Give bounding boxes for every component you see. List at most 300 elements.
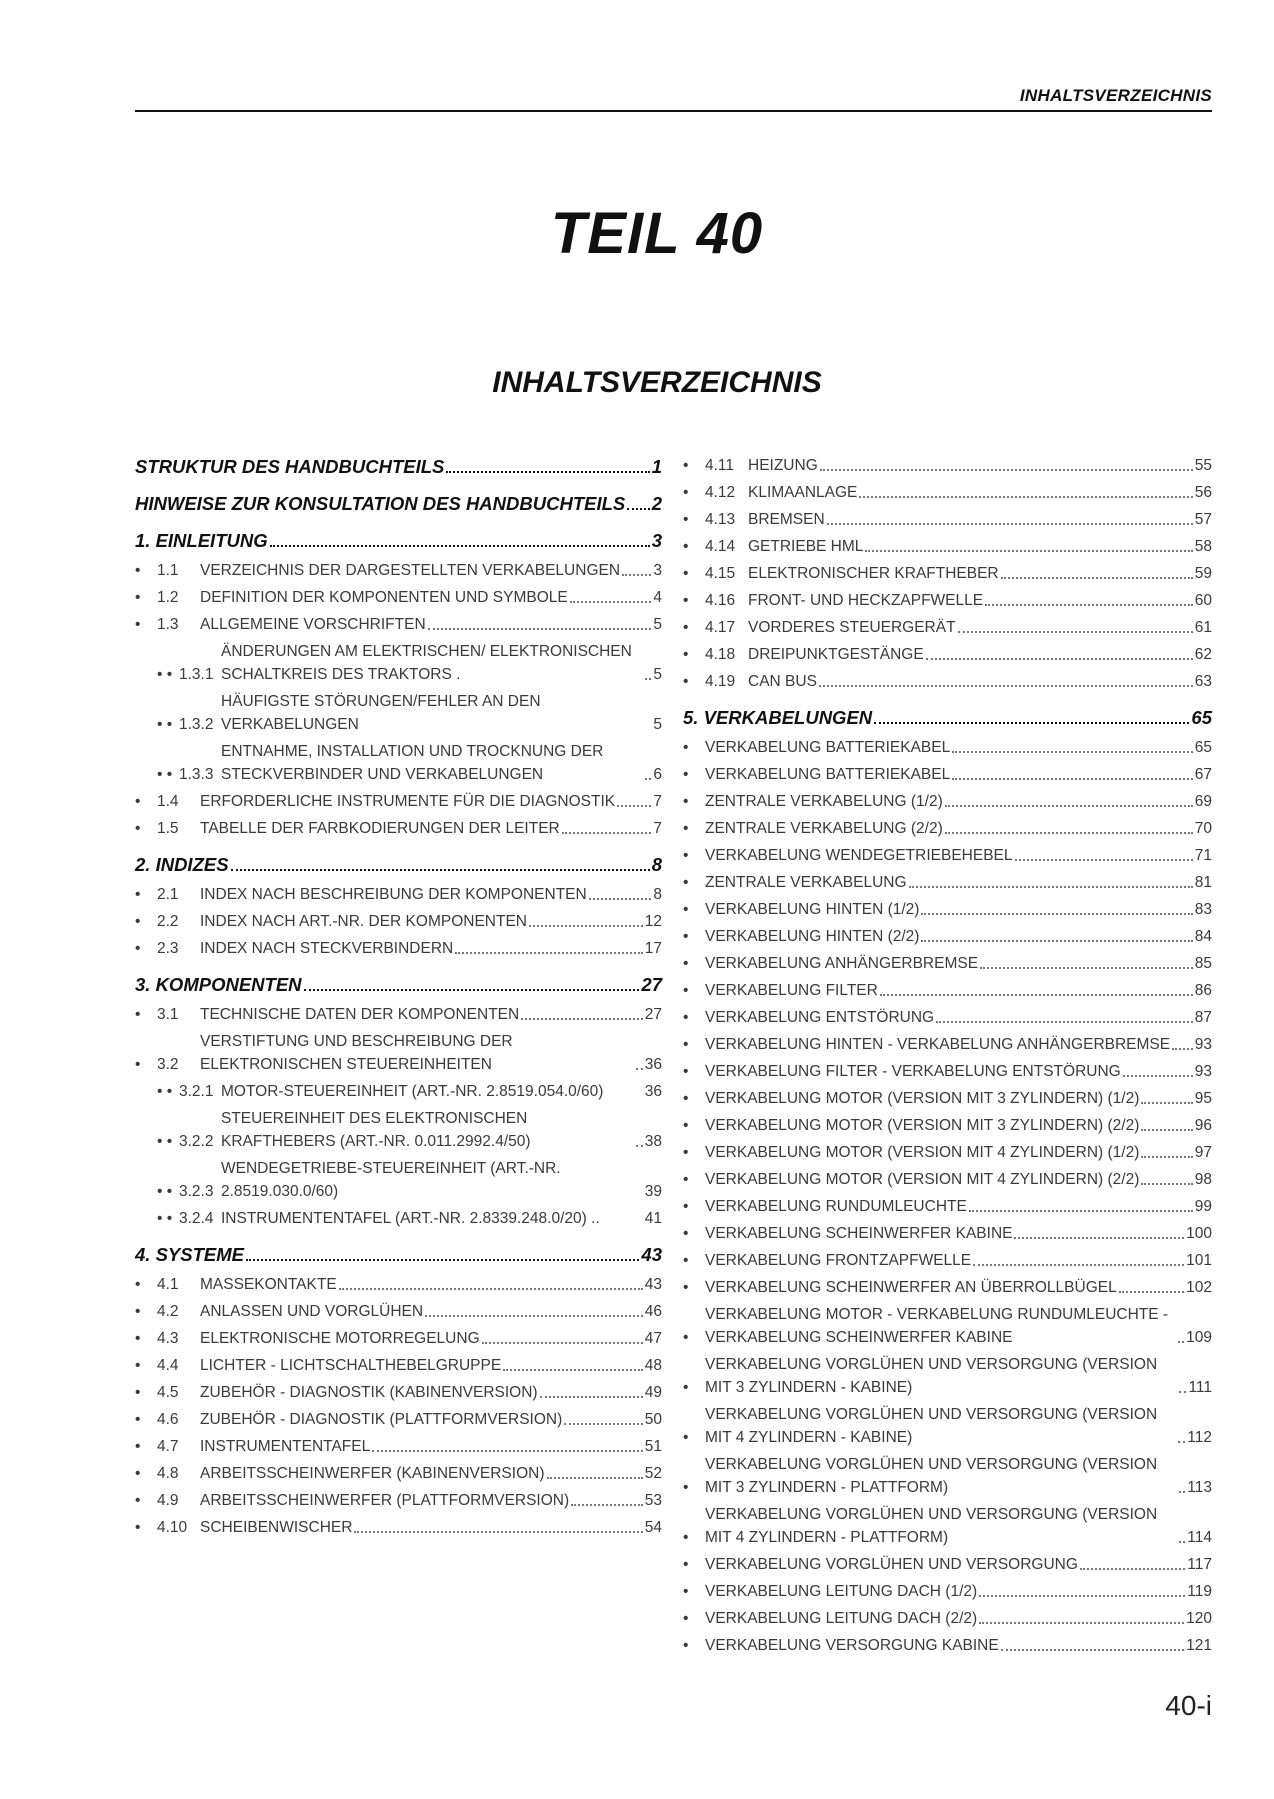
toc-entry[interactable] (135, 883, 662, 906)
toc-entry-title: VERKABELUNG LEITUNG DACH (1/2) (705, 1583, 978, 1600)
toc-entry[interactable] (135, 910, 662, 933)
toc-entry-page: 71 (1194, 847, 1212, 864)
toc-entry-page: 57 (1194, 511, 1212, 528)
bullet-icon: • (135, 562, 141, 579)
dot-leader (945, 805, 1193, 807)
toc-entry-title: INDEX NACH ART.-NR. DER KOMPONENTEN (200, 913, 527, 930)
toc-entry-title: MOTOR-STEUEREINHEIT (ART.-NR. 2.8519.054.0/60) (221, 1083, 604, 1100)
toc-entry[interactable] (683, 1503, 1212, 1549)
dot-leader (617, 805, 651, 807)
bullet-icon: • (135, 886, 141, 903)
toc-entry[interactable] (683, 871, 1212, 894)
toc-entry-page: 69 (1194, 793, 1212, 810)
toc-entry-title: VERKABELUNG HINTEN (2/2) (705, 928, 920, 945)
toc-entry-number: 1.3.3 (179, 766, 214, 783)
dot-leader (1141, 1156, 1192, 1158)
toc-entry-title: ELEKTRONISCHER KRAFTHEBER (748, 565, 999, 582)
bullet-icon: • (683, 592, 689, 609)
bullet-icon: • (683, 1252, 689, 1269)
toc-entry-title: 5. VERKABELUNGEN (683, 707, 873, 728)
toc-entry-page: 63 (1194, 673, 1212, 690)
dot-leader (540, 1396, 643, 1398)
bullet-icon: • (683, 565, 689, 582)
toc-entry-title: ARBEITSSCHEINWERFER (PLATTFORMVERSION) (200, 1492, 570, 1509)
toc-entry-title: VERSTIFTUNG UND BESCHREIBUNG DER ELEKTRONISCHEN STEUEREINHEITEN (200, 1033, 513, 1073)
bullet-icon: • (683, 511, 689, 528)
dot-leader (1178, 1341, 1184, 1343)
bullet-icon: • (683, 673, 689, 690)
toc-entry-page: 50 (644, 1411, 662, 1428)
toc-entry-title: ERFORDERLICHE INSTRUMENTE FÜR DIE DIAGNOSTIK (200, 793, 616, 810)
dot-leader (819, 685, 1193, 687)
toc-entry-title: VERKABELUNG MOTOR (VERSION MIT 3 ZYLINDERN) (2/2) (705, 1117, 1140, 1134)
toc-entry-number: 4.10 (157, 1519, 188, 1536)
toc-entry-page: 43 (641, 1244, 662, 1265)
dot-leader (446, 471, 649, 473)
toc-entry[interactable] (683, 1580, 1212, 1603)
toc-entry-number: 4.8 (157, 1465, 179, 1482)
bullet-icon: • (135, 1438, 141, 1455)
bullet-icon: • (135, 1303, 141, 1320)
toc-entry-page: 67 (1194, 766, 1212, 783)
toc-entry-number: 3.2.3 (179, 1183, 214, 1200)
toc-entry[interactable] (683, 1353, 1212, 1399)
toc-entry-title: ZENTRALE VERKABELUNG (2/2) (705, 820, 943, 837)
bullet-icon: • (135, 913, 141, 930)
toc-entry-number: 4.14 (705, 538, 736, 555)
dot-leader (1141, 1102, 1192, 1104)
dot-leader (636, 1068, 643, 1070)
toc-section-heading[interactable] (135, 852, 662, 877)
toc-entry-number: 1.3.2 (179, 716, 214, 733)
toc-entry-title: 1. EINLEITUNG (135, 530, 268, 551)
toc-entry[interactable] (683, 1607, 1212, 1630)
toc-entry-page: 2 (651, 493, 662, 514)
toc-entry-number: 4.12 (705, 484, 736, 501)
bullet-icon: • (135, 616, 141, 633)
toc-entry-title: VERKABELUNG WENDEGETRIEBEHEBEL (705, 847, 1013, 864)
toc-entry-number: 1.2 (157, 589, 179, 606)
toc-entry[interactable] (135, 1003, 662, 1026)
dot-leader (1123, 1075, 1193, 1077)
toc-entry[interactable] (135, 586, 662, 609)
bullet-icon: • (683, 901, 689, 918)
dot-leader (636, 1145, 643, 1147)
toc-entry-page: 120 (1186, 1610, 1212, 1627)
dot-leader (1141, 1183, 1192, 1185)
bullet-icon: • (683, 766, 689, 783)
dot-leader (973, 1264, 1184, 1266)
toc-entry-number: 1.3.1 (179, 666, 214, 683)
toc-entry-page: 5 (653, 616, 662, 633)
toc-entry[interactable] (135, 1107, 662, 1153)
toc-entry-title: STEUEREINHEIT DES ELEKTRONISCHEN KRAFTHEBERS (ART.-NR. 0.011.2992.4/50) (221, 1110, 531, 1150)
toc-entry[interactable] (135, 1354, 662, 1377)
bullet-icon: • (135, 1465, 141, 1482)
dot-leader (1015, 859, 1193, 861)
toc-entry-title: ANLASSEN UND VORGLÜHEN (200, 1303, 424, 1320)
toc-entry-title: VERKABELUNG MOTOR (VERSION MIT 4 ZYLINDERN) (1/2) (705, 1144, 1140, 1161)
toc-entry-number: 4.2 (157, 1303, 179, 1320)
toc-entry-page: 48 (644, 1357, 662, 1374)
toc-entry-title: VERKABELUNG SCHEINWERFER KABINE (705, 1225, 1013, 1242)
toc-entry-title: INDEX NACH STECKVERBINDERN (200, 940, 454, 957)
toc-entry[interactable] (683, 1553, 1212, 1576)
toc-entry-number: 4.17 (705, 619, 736, 636)
toc-entry-page: 93 (1194, 1063, 1212, 1080)
toc-entry-page: 87 (1194, 1009, 1212, 1026)
toc-entry[interactable] (683, 1033, 1212, 1056)
toc-entry-title: VERKABELUNG MOTOR (VERSION MIT 4 ZYLINDERN) (2/2) (705, 1171, 1140, 1188)
toc-right-column (683, 454, 1212, 1661)
dot-leader (1014, 1237, 1184, 1239)
dot-leader (827, 523, 1193, 525)
toc-entry[interactable] (135, 1300, 662, 1323)
toc-entry-title: LICHTER - LICHTSCHALTHEBELGRUPPE (200, 1357, 502, 1374)
bullet-icon: • (683, 1529, 689, 1546)
bullet-icon: • (683, 1637, 689, 1654)
toc-section-heading[interactable] (135, 528, 662, 553)
dot-leader (231, 869, 650, 871)
toc-entry-title: ÄNDERUNGEN AM ELEKTRISCHEN/ ELEKTRONISCHEN SCHALTKREIS DES TRAKTORS . (221, 643, 632, 683)
toc-entry-title: VERKABELUNG VERSORGUNG KABINE (705, 1637, 999, 1654)
toc-entry[interactable] (135, 1030, 662, 1076)
bullet-icon: • • (157, 1183, 173, 1200)
toc-entry[interactable] (683, 535, 1212, 558)
toc-entry-title: ZUBEHÖR - DIAGNOSTIK (KABINENVERSION) (200, 1384, 538, 1401)
toc-entry-number: 3.2.4 (179, 1210, 214, 1227)
toc-entry-page: 49 (644, 1384, 662, 1401)
toc-entry-title: 3. KOMPONENTEN (135, 974, 302, 995)
toc-entry[interactable] (683, 979, 1212, 1002)
toc-entry-page: 5 (653, 716, 662, 733)
toc-entry-page: 121 (1186, 1637, 1212, 1654)
toc-entry[interactable] (683, 790, 1212, 813)
toc-entry[interactable] (683, 817, 1212, 840)
bullet-icon: • (683, 820, 689, 837)
toc-entry-page: 12 (644, 913, 662, 930)
dot-leader (1001, 577, 1193, 579)
toc-entry[interactable] (135, 690, 662, 736)
toc-entry-title: ELEKTRONISCHE MOTORREGELUNG (200, 1330, 480, 1347)
toc-entry-title: VERKABELUNG MOTOR (VERSION MIT 3 ZYLINDERN) (1/2) (705, 1090, 1140, 1107)
toc-entry[interactable] (135, 1381, 662, 1404)
toc-entry-title: VERKABELUNG LEITUNG DACH (2/2) (705, 1610, 978, 1627)
toc-entry[interactable] (683, 1276, 1212, 1299)
toc-entry[interactable] (683, 1141, 1212, 1164)
toc-entry-page: 43 (644, 1276, 662, 1293)
toc-entry-title: HINWEISE ZUR KONSULTATION DES HANDBUCHTEILS (135, 493, 626, 514)
dot-leader (1141, 1129, 1192, 1131)
toc-entry-number: 4.15 (705, 565, 736, 582)
toc-entry-page: 111 (1188, 1379, 1212, 1396)
toc-entry-page: 61 (1194, 619, 1212, 636)
dot-leader (627, 508, 649, 510)
toc-entry[interactable] (135, 1327, 662, 1350)
toc-entry-page: 53 (644, 1492, 662, 1509)
bullet-icon: • (683, 1036, 689, 1053)
toc-entry-page: 51 (644, 1438, 662, 1455)
toc-entry[interactable] (135, 1489, 662, 1512)
dot-leader (562, 832, 652, 834)
toc-entry-number: 3.2.2 (179, 1133, 214, 1150)
toc-entry[interactable] (683, 1222, 1212, 1245)
toc-entry-number: 1.4 (157, 793, 179, 810)
toc-entry[interactable] (135, 1435, 662, 1458)
toc-entry-title: VERKABELUNG HINTEN - VERKABELUNG ANHÄNGERBREMSE (705, 1036, 1171, 1053)
bullet-icon: • (135, 589, 141, 606)
dot-leader (926, 658, 1193, 660)
toc-entry[interactable] (135, 1080, 662, 1103)
toc-entry-page: 62 (1194, 646, 1212, 663)
bullet-icon: • (683, 982, 689, 999)
bullet-icon: • (135, 1276, 141, 1293)
part-title: TEIL 40 (550, 201, 764, 266)
toc-entry-page: 36 (644, 1056, 662, 1073)
toc-entry[interactable] (135, 613, 662, 636)
toc-entry-page: 55 (1194, 457, 1212, 474)
dot-leader (1119, 1291, 1184, 1293)
toc-section-heading[interactable] (135, 454, 662, 479)
bullet-icon: • (683, 1429, 689, 1446)
bullet-icon: • (135, 1411, 141, 1428)
bullet-icon: • (683, 793, 689, 810)
toc-entry-page: 52 (644, 1465, 662, 1482)
toc-entry-page: 59 (1194, 565, 1212, 582)
toc-entry-title: VERKABELUNG VORGLÜHEN UND VERSORGUNG (705, 1556, 1078, 1573)
toc-entry-page: 85 (1194, 955, 1212, 972)
toc-entry[interactable] (135, 817, 662, 840)
toc-entry[interactable] (683, 589, 1212, 612)
toc-entry[interactable] (683, 1006, 1212, 1029)
toc-entry[interactable] (135, 559, 662, 582)
dot-leader (1080, 1568, 1185, 1570)
dot-leader (564, 1423, 642, 1425)
toc-entry[interactable] (683, 562, 1212, 585)
dot-leader (428, 628, 652, 630)
toc-entry-number: 4.7 (157, 1438, 179, 1455)
toc-entry-title: VERKABELUNG ANHÄNGERBREMSE (705, 955, 979, 972)
toc-entry[interactable] (683, 481, 1212, 504)
bullet-icon: • • (157, 1083, 173, 1100)
toc-entry[interactable] (683, 643, 1212, 666)
toc-entry-page: 39 (644, 1183, 662, 1200)
dot-leader (979, 1622, 1184, 1624)
bullet-icon: • (683, 928, 689, 945)
toc-entry[interactable] (135, 1462, 662, 1485)
bullet-icon: • (135, 793, 141, 810)
toc-entry-title: VERKABELUNG SCHEINWERFER AN ÜBERROLLBÜGEL (705, 1279, 1117, 1296)
toc-entry[interactable] (683, 1195, 1212, 1218)
toc-entry-page: 17 (644, 940, 662, 957)
toc-entry-title: VERKABELUNG FILTER - VERKABELUNG ENTSTÖRUNG (705, 1063, 1121, 1080)
dot-leader (958, 631, 1193, 633)
toc-entry-page: 60 (1194, 592, 1212, 609)
toc-entry[interactable] (683, 1060, 1212, 1083)
toc-entry[interactable] (135, 1408, 662, 1431)
toc-entry-title: INDEX NACH BESCHREIBUNG DER KOMPONENTEN (200, 886, 587, 903)
dot-leader (503, 1369, 643, 1371)
bullet-icon: • (683, 1479, 689, 1496)
dot-leader (820, 469, 1193, 471)
bullet-icon: • (683, 1090, 689, 1107)
toc-entry-title: ENTNAHME, INSTALLATION UND TROCKNUNG DER STECKVERBINDER UND VERKABELUNGEN (221, 743, 604, 783)
toc-entry-page: 112 (1187, 1429, 1212, 1446)
toc-entry-page: 4 (653, 589, 662, 606)
bullet-icon: • (135, 820, 141, 837)
toc-entry[interactable] (683, 1168, 1212, 1191)
dot-leader (979, 1595, 1185, 1597)
toc-entry[interactable] (135, 790, 662, 813)
toc-section-heading[interactable] (135, 972, 662, 997)
toc-entry[interactable] (683, 670, 1212, 693)
bullet-icon: • (683, 646, 689, 663)
toc-entry-number: 3.1 (157, 1006, 179, 1023)
toc-entry-number: 4.3 (157, 1330, 179, 1347)
toc-entry[interactable] (135, 1207, 662, 1230)
toc-entry[interactable] (135, 640, 662, 686)
bullet-icon: • (683, 1610, 689, 1627)
toc-entry[interactable] (683, 736, 1212, 759)
toc-entry-number: 2.3 (157, 940, 179, 957)
toc-entry-page: 96 (1194, 1117, 1212, 1134)
bullet-icon: • • (157, 1133, 173, 1150)
toc-entry-title: 2. INDIZES (135, 854, 229, 875)
toc-entry-number: 4.13 (705, 511, 736, 528)
toc-entry-number: 4.18 (705, 646, 736, 663)
toc-entry-page: 100 (1186, 1225, 1212, 1242)
toc-entry-page: 97 (1194, 1144, 1212, 1161)
dot-leader (1178, 1441, 1185, 1443)
toc-entry-page: 117 (1187, 1556, 1212, 1573)
dot-leader (945, 832, 1193, 834)
toc-entry-page: 36 (644, 1083, 662, 1100)
toc-entry-page: 102 (1186, 1279, 1212, 1296)
toc-entry-page: 58 (1194, 538, 1212, 555)
toc-entry[interactable] (135, 937, 662, 960)
toc-entry-title: DEFINITION DER KOMPONENTEN UND SYMBOLE (200, 589, 568, 606)
bullet-icon: • (683, 1117, 689, 1134)
dot-leader (921, 940, 1192, 942)
bullet-icon: • (135, 1056, 141, 1073)
bullet-icon: • (683, 1583, 689, 1600)
toc-entry[interactable] (683, 1114, 1212, 1137)
toc-entry-number: 1.1 (157, 562, 179, 579)
toc-entry[interactable] (683, 952, 1212, 975)
dot-leader (570, 601, 652, 603)
toc-entry-page: 3 (653, 562, 662, 579)
toc-entry[interactable] (683, 1303, 1212, 1349)
dot-leader (874, 722, 1189, 724)
dot-leader (865, 550, 1192, 552)
toc-entry[interactable] (683, 763, 1212, 786)
toc-entry-number: 4.16 (705, 592, 736, 609)
toc-entry-page: 7 (653, 820, 662, 837)
toc-entry[interactable] (683, 508, 1212, 531)
toc-section-heading[interactable] (135, 1242, 662, 1267)
toc-section-heading[interactable] (683, 705, 1212, 730)
toc-entry-number: 2.1 (157, 886, 179, 903)
toc-entry[interactable] (135, 740, 662, 786)
toc-entry-title: VERKABELUNG VORGLÜHEN UND VERSORGUNG (VERSION MIT 4 ZYLINDERN - PLATTFORM) (705, 1506, 1158, 1546)
toc-entry-title: VERKABELUNG VORGLÜHEN UND VERSORGUNG (VERSION MIT 3 ZYLINDERN - PLATTFORM) (705, 1456, 1158, 1496)
dot-leader (952, 751, 1193, 753)
toc-entry-page: 3 (651, 530, 662, 551)
toc-entry-page: 8 (653, 886, 662, 903)
bullet-icon: • (683, 457, 689, 474)
toc-entry[interactable] (683, 898, 1212, 921)
header-section-title: INHALTSVERZEICHNIS (1019, 86, 1212, 105)
toc-entry-page: 86 (1194, 982, 1212, 999)
toc-entry-page: 38 (644, 1133, 662, 1150)
dot-leader (859, 496, 1192, 498)
toc-entry-title: VERKABELUNG RUNDUMLEUCHTE (705, 1198, 967, 1215)
toc-entry[interactable] (683, 616, 1212, 639)
toc-entry-title: SCHEIBENWISCHER (200, 1519, 353, 1536)
running-header (135, 80, 1212, 112)
bullet-icon: • (135, 940, 141, 957)
toc-entry[interactable] (683, 1453, 1212, 1499)
toc-title: INHALTSVERZEICHNIS (492, 366, 822, 399)
toc-entry-page: 8 (651, 854, 662, 875)
toc-entry-page: 27 (644, 1006, 662, 1023)
dot-leader (909, 886, 1193, 888)
toc-entry-title: VORDERES STEUERGERÄT (748, 619, 956, 636)
toc-entry[interactable] (683, 1249, 1212, 1272)
toc-entry[interactable] (135, 1273, 662, 1296)
dot-leader (1001, 1649, 1184, 1651)
toc-entry-title: VERKABELUNG MOTOR - VERKABELUNG RUNDUMLEUCHTE - VERKABELUNG SCHEINWERFER KABINE (705, 1306, 1169, 1346)
bullet-icon: • (683, 955, 689, 972)
dot-leader (985, 604, 1193, 606)
toc-entry[interactable] (135, 1516, 662, 1539)
dot-leader (1179, 1491, 1186, 1493)
toc-entry-title: STRUKTUR DES HANDBUCHTEILS (135, 456, 445, 477)
toc-entry[interactable] (683, 454, 1212, 477)
toc-entry[interactable] (683, 1634, 1212, 1657)
dot-leader (1179, 1391, 1186, 1393)
toc-entry[interactable] (683, 1403, 1212, 1449)
toc-entry-title: DREIPUNKTGESTÄNGE (748, 646, 924, 663)
toc-entry[interactable] (683, 925, 1212, 948)
toc-entry-page: 41 (644, 1210, 662, 1227)
toc-entry-page: 93 (1194, 1036, 1212, 1053)
toc-entry[interactable] (683, 844, 1212, 867)
toc-entry-number: 4.9 (157, 1492, 179, 1509)
toc-entry-title: VERKABELUNG VORGLÜHEN UND VERSORGUNG (VERSION MIT 4 ZYLINDERN - KABINE) (705, 1406, 1158, 1446)
toc-entry-page: 113 (1187, 1479, 1212, 1496)
toc-entry[interactable] (683, 1087, 1212, 1110)
dot-leader (622, 574, 651, 576)
bullet-icon: • (135, 1330, 141, 1347)
dot-leader (482, 1342, 643, 1344)
dot-leader (425, 1315, 643, 1317)
toc-entry-number: 1.5 (157, 820, 179, 837)
toc-entry-title: ZENTRALE VERKABELUNG (705, 874, 907, 891)
toc-section-heading[interactable] (135, 491, 662, 516)
toc-entry[interactable] (135, 1157, 662, 1203)
dot-leader (921, 913, 1192, 915)
toc-entry-page: 47 (644, 1330, 662, 1347)
toc-entry-title: ALLGEMEINE VORSCHRIFTEN (200, 616, 426, 633)
toc-entry-title: KLIMAANLAGE (748, 484, 858, 501)
toc-entry-page: 7 (653, 793, 662, 810)
bullet-icon: • (683, 1379, 689, 1396)
toc-entry-page: 27 (641, 974, 662, 995)
toc-entry-title: VERKABELUNG FRONTZAPFWELLE (705, 1252, 972, 1269)
toc-entry-page: 46 (644, 1303, 662, 1320)
toc-entry-page: 65 (1194, 739, 1212, 756)
